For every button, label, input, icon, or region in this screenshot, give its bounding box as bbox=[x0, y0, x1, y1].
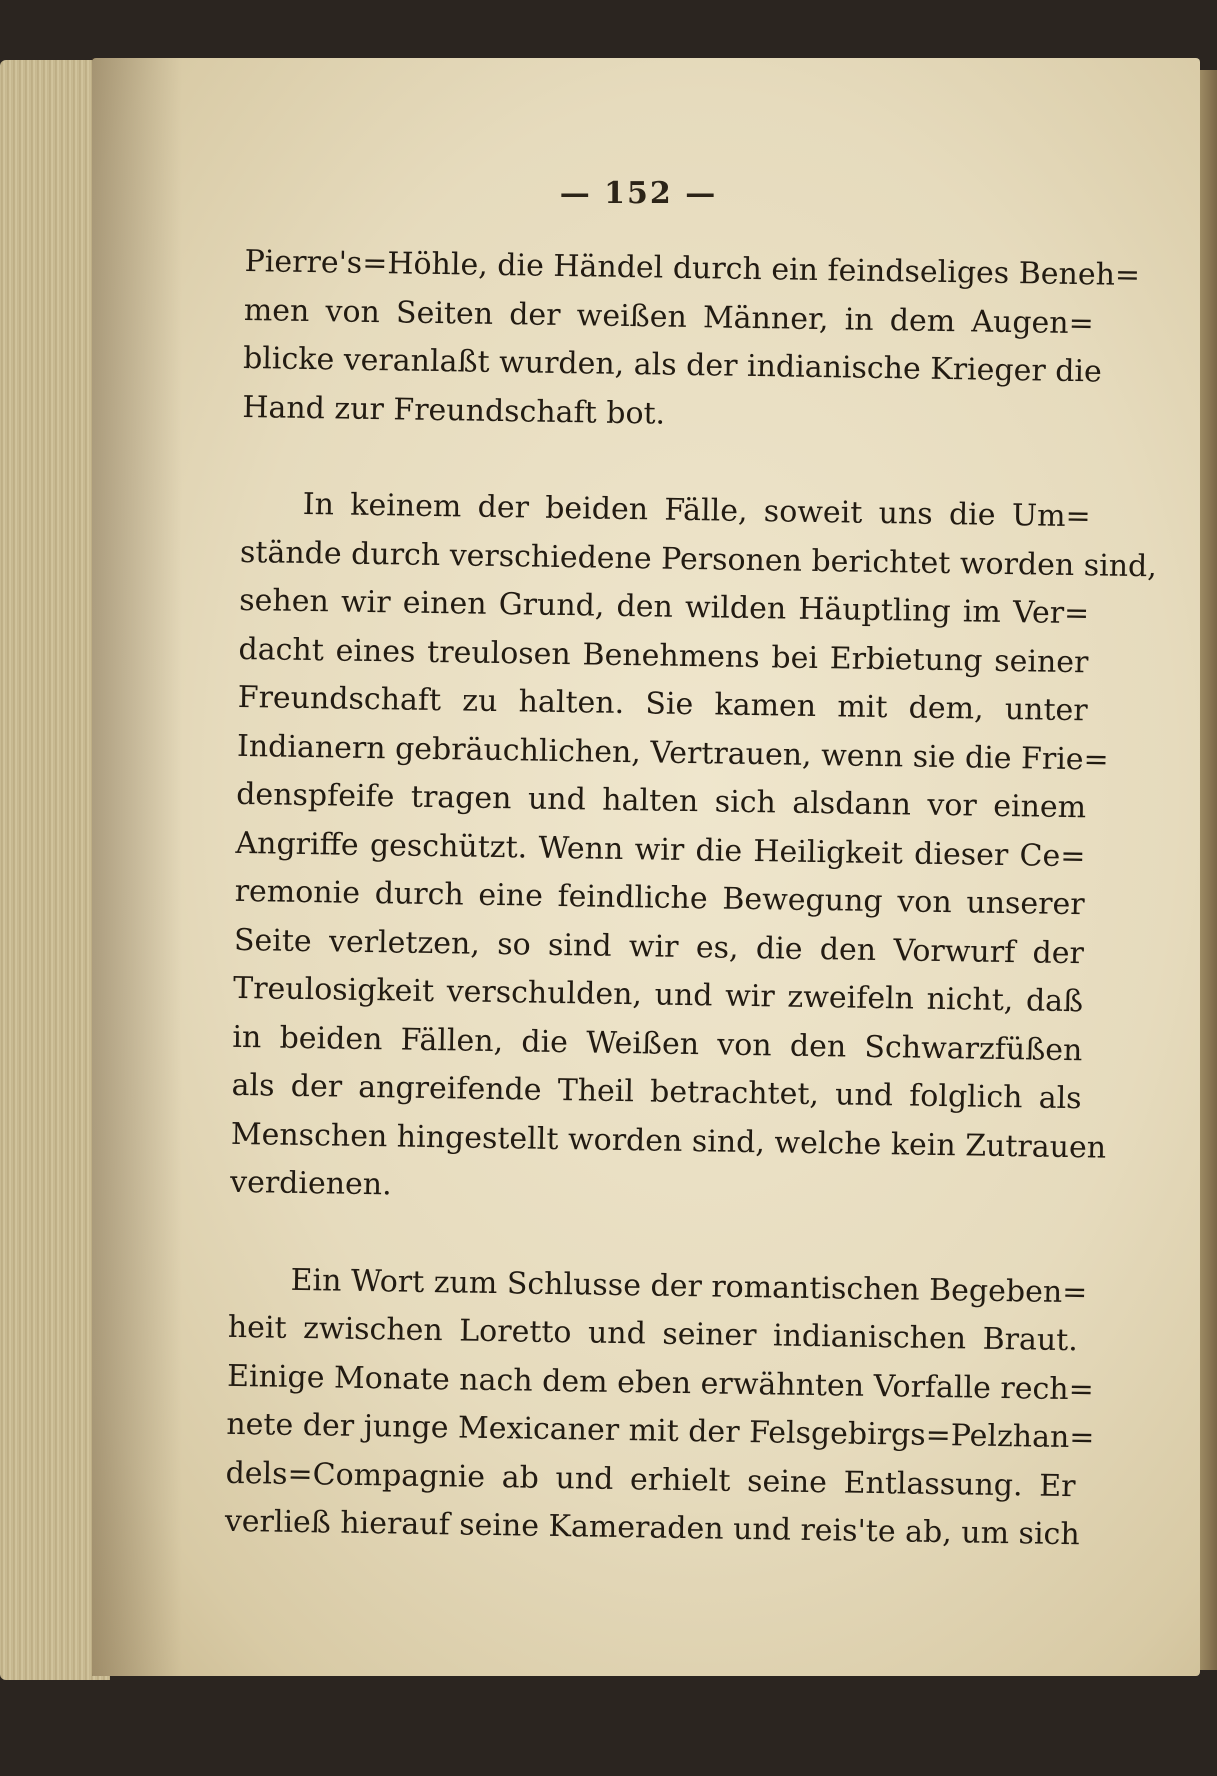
paragraph-1 bbox=[242, 238, 1141, 445]
text-line: remonie durch eine feindliche Bewegung von unserer bbox=[234, 873, 1085, 923]
text-line: Pierre's=Höhle, die Händel durch ein feindseliges Beneh= bbox=[244, 243, 1141, 294]
text-line: sehen wir einen Grund, den wilden Häuptling im Ver= bbox=[239, 582, 1090, 632]
paragraph-2 bbox=[229, 480, 1158, 1221]
page-number: — 152 — bbox=[559, 176, 718, 211]
text-line: Freundschaft zu halten. Sie kamen mit dem, unter bbox=[237, 679, 1088, 729]
text-line: nete der junge Mexicaner mit der Felsgebirgs=Pelzhan= bbox=[226, 1406, 1095, 1456]
text-line: als der angreifende Theil betrachtet, und folglich als bbox=[231, 1067, 1082, 1117]
text-line: Ein Wort zum Schlusse der romantischen Begeben= bbox=[290, 1262, 1088, 1310]
text-line: verdienen. bbox=[229, 1164, 392, 1203]
text-line: blicke veranlaßt wurden, als der indianische Krieger die bbox=[242, 340, 1103, 390]
text-line: Indianern gebräuchlichen, Vertrauen, wenn sie die Frie= bbox=[236, 728, 1110, 778]
text-line: In keinem der beiden Fälle, soweit uns die Um= bbox=[302, 486, 1091, 535]
text-line: stände durch verschiedene Personen berichtet worden sind, bbox=[239, 534, 1158, 584]
text-line: Einige Monate nach dem eben erwähnten Vorfalle rech= bbox=[226, 1358, 1095, 1407]
text-line: in beiden Fällen, die Weißen von den Schwarzfüßen bbox=[232, 1019, 1083, 1068]
text-line: Treulosigkeit verschulden, und wir zweifeln nicht, daß bbox=[232, 970, 1084, 1020]
text-line: denspfeife tragen und halten sich alsdann vor einem bbox=[235, 776, 1087, 826]
text-line: verließ hierauf seine Kameraden und reis'te ab, um sich bbox=[224, 1503, 1080, 1553]
body-text bbox=[224, 238, 1158, 1560]
text-line: Angriffe geschützt. Wenn wir die Heiligkeit dieser Ce= bbox=[235, 825, 1086, 874]
gutter-shadow bbox=[92, 58, 182, 1676]
text-line: Menschen hingestellt worden sind, welche kein Zutrauen bbox=[230, 1116, 1107, 1166]
text-line: Hand zur Freundschaft bot. bbox=[242, 389, 666, 432]
text-line: dels=Compagnie ab und erhielt seine Entlassung. Er bbox=[225, 1455, 1076, 1504]
text-line: men von Seiten der weißen Männer, in dem Augen= bbox=[243, 292, 1095, 341]
text-line: Seite verletzen, so sind wir es, die den Vorwurf der bbox=[233, 922, 1085, 971]
text-line: dacht eines treulosen Benehmens bei Erbietung seiner bbox=[238, 631, 1089, 680]
text-line: heit zwischen Loretto und seiner indianischen Braut. bbox=[227, 1309, 1079, 1359]
paragraph-3 bbox=[224, 1255, 1095, 1559]
